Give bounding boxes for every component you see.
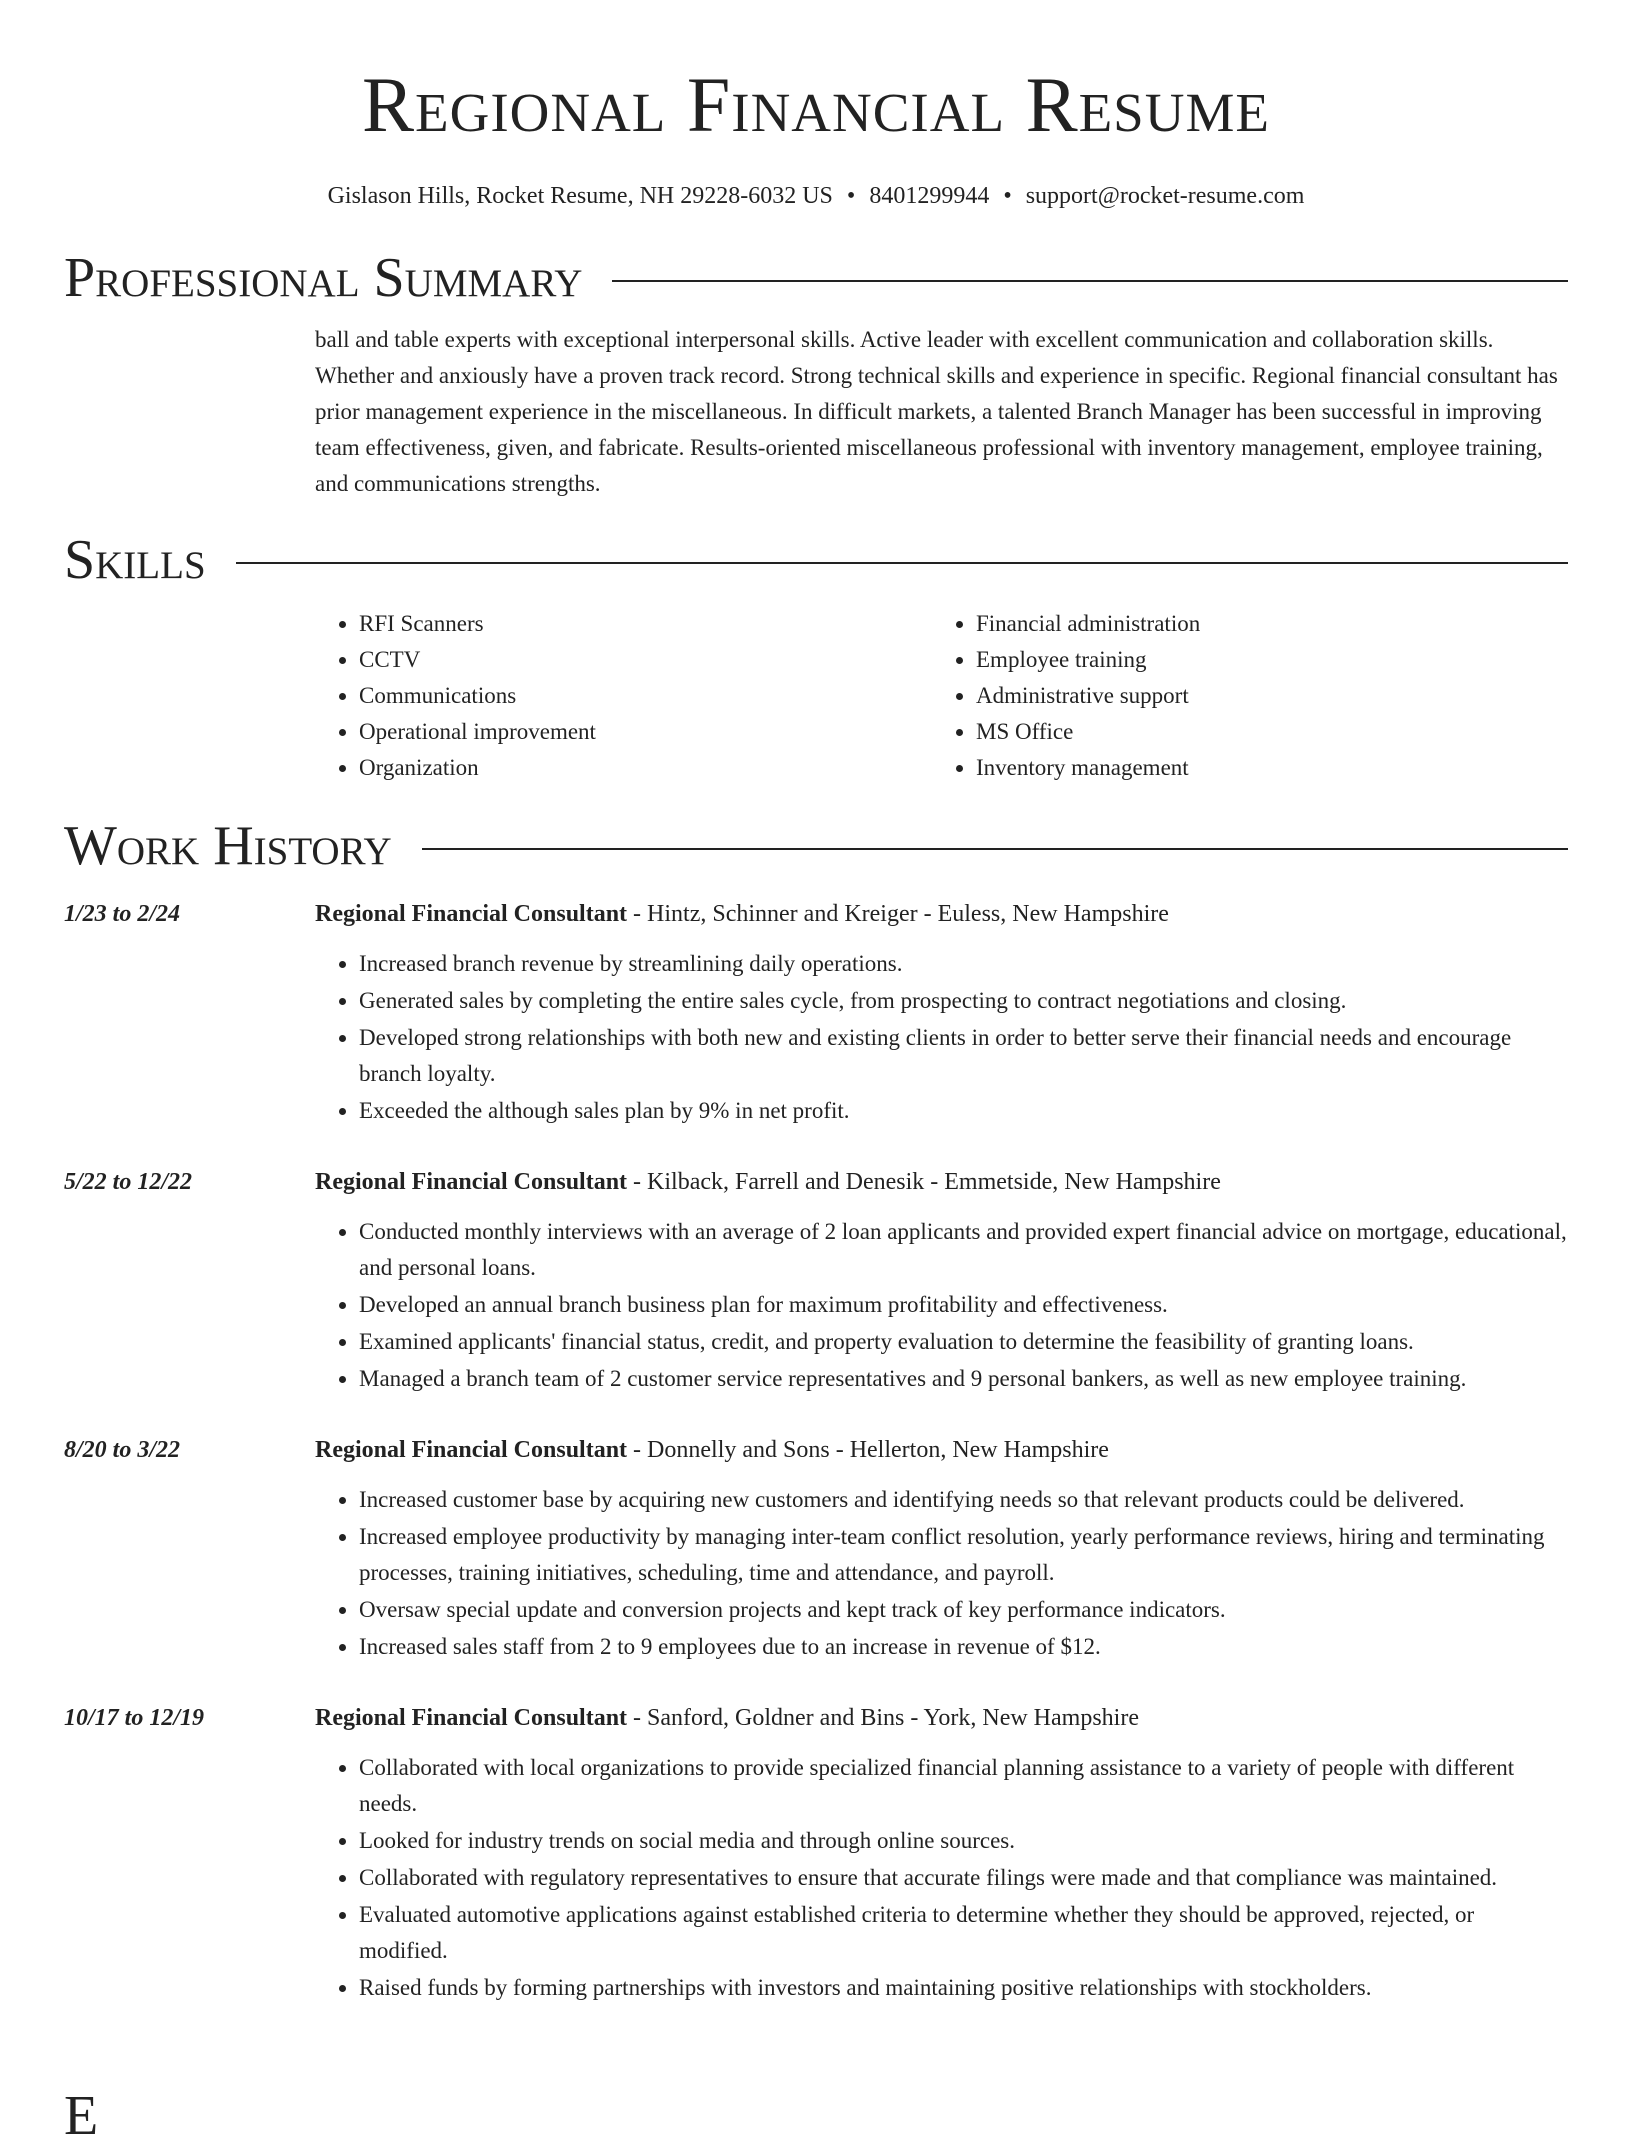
job-dates: 1/23 to 2/24 [64, 901, 181, 927]
resume-title: Regional Financial Resume [361, 61, 1270, 148]
section-divider [612, 280, 1568, 282]
job-bullet: • Developed an annual branch business plan for maximum profitability and effectiveness. [359, 1287, 1568, 1323]
job-body [315, 1700, 1568, 2007]
job-title: Regional Financial Consultant [315, 901, 628, 927]
contact-separator: • [846, 183, 856, 209]
skill-item: • RFI Scanners [359, 606, 932, 642]
job-bullets [315, 1482, 1568, 1665]
job-dates: 10/17 to 12/19 [64, 1705, 205, 1731]
section-divider [422, 848, 1568, 850]
skill-item: • Employee training [976, 642, 1536, 678]
job-bullet: • Raised funds by forming partnerships with investors and maintaining positive relationships with stockholders. [359, 1970, 1568, 2006]
contact-separator: • [1003, 183, 1012, 209]
job-bullet: • Examined applicants' financial status, credit, and property evaluation to determine the feasibility of granting loans. [359, 1324, 1568, 1360]
job-title-line [315, 1432, 1568, 1468]
skills-section-header [64, 529, 1568, 591]
job-entry [64, 1700, 1568, 2007]
job-dates: 5/22 to 12/22 [64, 1169, 193, 1195]
section-heading-skills: Skills [64, 529, 206, 591]
job-bullet: • Collaborated with regulatory representatives to ensure that accurate filings were made and that compliance was maintained. [359, 1860, 1568, 1896]
job-title-line [315, 896, 1568, 932]
job-bullet: • Conducted monthly interviews with an average of 2 loan applicants and provided expert financial advice on mortgage, educational, and personal loans. [359, 1214, 1568, 1286]
skill-item: • MS Office [976, 714, 1536, 750]
job-bullet: • Collaborated with local organizations to provide specialized financial planning assistance to a variety of people with different needs. [359, 1750, 1568, 1822]
job-title-line [315, 1700, 1568, 1736]
job-entry [64, 896, 1568, 1130]
job-title: Regional Financial Consultant [315, 1705, 628, 1731]
contact-line [64, 180, 1568, 212]
contact-phone: 8401299944 [869, 183, 990, 209]
job-body [315, 1432, 1568, 1666]
job-bullets [315, 1214, 1568, 1397]
job-body [315, 1164, 1568, 1398]
skill-item: • CCTV [359, 642, 932, 678]
job-entry [64, 1164, 1568, 1398]
skill-item: • Financial administration [976, 606, 1536, 642]
contact-address: Gislason Hills, Rocket Resume, NH 29228-6032 US [327, 183, 833, 209]
job-employer-location: - Donnelly and Sons - Hellerton, New Hampshire [627, 1437, 1109, 1463]
skills-column-right [932, 606, 1536, 786]
job-title-line [315, 1164, 1568, 1200]
job-bullet: • Increased sales staff from 2 to 9 employees due to an increase in revenue of $12. [359, 1629, 1568, 1665]
job-employer-location: - Hintz, Schinner and Kreiger - Euless, New Hampshire [627, 901, 1169, 927]
job-bullets [315, 946, 1568, 1129]
job-employer-location: - Kilback, Farrell and Denesik - Emmetside, New Hampshire [627, 1169, 1221, 1195]
summary-section-header [64, 247, 1568, 309]
job-bullet: • Increased customer base by acquiring new customers and identifying needs so that relevant products could be delivered. [359, 1482, 1568, 1518]
job-title: Regional Financial Consultant [315, 1437, 628, 1463]
job-bullet: • Increased branch revenue by streamlining daily operations. [359, 946, 1568, 982]
skills-column-left [315, 606, 932, 786]
job-bullet: • Developed strong relationships with both new and existing clients in order to better serve their financial needs and encourage branch loyalty. [359, 1020, 1568, 1092]
section-heading-partial: E [64, 2085, 99, 2147]
job-bullet: • Generated sales by completing the entire sales cycle, from prospecting to contract negotiations and closing. [359, 983, 1568, 1019]
resume-page [64, 0, 1568, 2007]
summary-text: ball and table experts with exceptional interpersonal skills. Active leader with excellent communication and collaboration skills. Whether and anxiously have a proven track record. Strong technical skills and experience in specific. Regional financial consultant has prior management experience in the miscellaneous. In difficult markets, a talented Branch Manager has been successful in improving team effectiveness, given, and fabricate. Results-oriented miscellaneous professional with inventory management, employee training, and communications strengths. [315, 327, 1558, 496]
skill-item: • Inventory management [976, 750, 1536, 786]
job-bullet: • Increased employee productivity by managing inter-team conflict resolution, yearly performance reviews, hiring and terminating processes, training initiatives, scheduling, time and attendance, and payroll. [359, 1519, 1568, 1591]
job-body [315, 896, 1568, 1130]
job-entry [64, 1432, 1568, 1666]
skill-item: • Administrative support [976, 678, 1536, 714]
section-heading-work: Work History [64, 815, 392, 877]
job-bullet: • Evaluated automotive applications against established criteria to determine whether they should be approved, rejected, or modified. [359, 1897, 1568, 1969]
job-employer-location: - Sanford, Goldner and Bins - York, New Hampshire [627, 1705, 1139, 1731]
section-divider [236, 562, 1568, 564]
section-heading-summary: Professional Summary [64, 247, 583, 309]
job-bullet: • Exceeded the although sales plan by 9% in net profit. [359, 1093, 1568, 1129]
contact-email: support@rocket-resume.com [1025, 183, 1305, 209]
job-title: Regional Financial Consultant [315, 1169, 628, 1195]
job-bullet: • Managed a branch team of 2 customer service representatives and 9 personal bankers, as well as new employee training. [359, 1361, 1568, 1397]
job-bullet: • Oversaw special update and conversion projects and kept track of key performance indicators. [359, 1592, 1568, 1628]
job-bullet: • Looked for industry trends on social media and through online sources. [359, 1823, 1568, 1859]
skill-item: • Communications [359, 678, 932, 714]
skills-list [315, 606, 1568, 786]
skill-item: • Operational improvement [359, 714, 932, 750]
job-dates: 8/20 to 3/22 [64, 1437, 181, 1463]
job-bullets [315, 1750, 1568, 2006]
skill-item: • Organization [359, 750, 932, 786]
work-section-header [64, 815, 1568, 877]
